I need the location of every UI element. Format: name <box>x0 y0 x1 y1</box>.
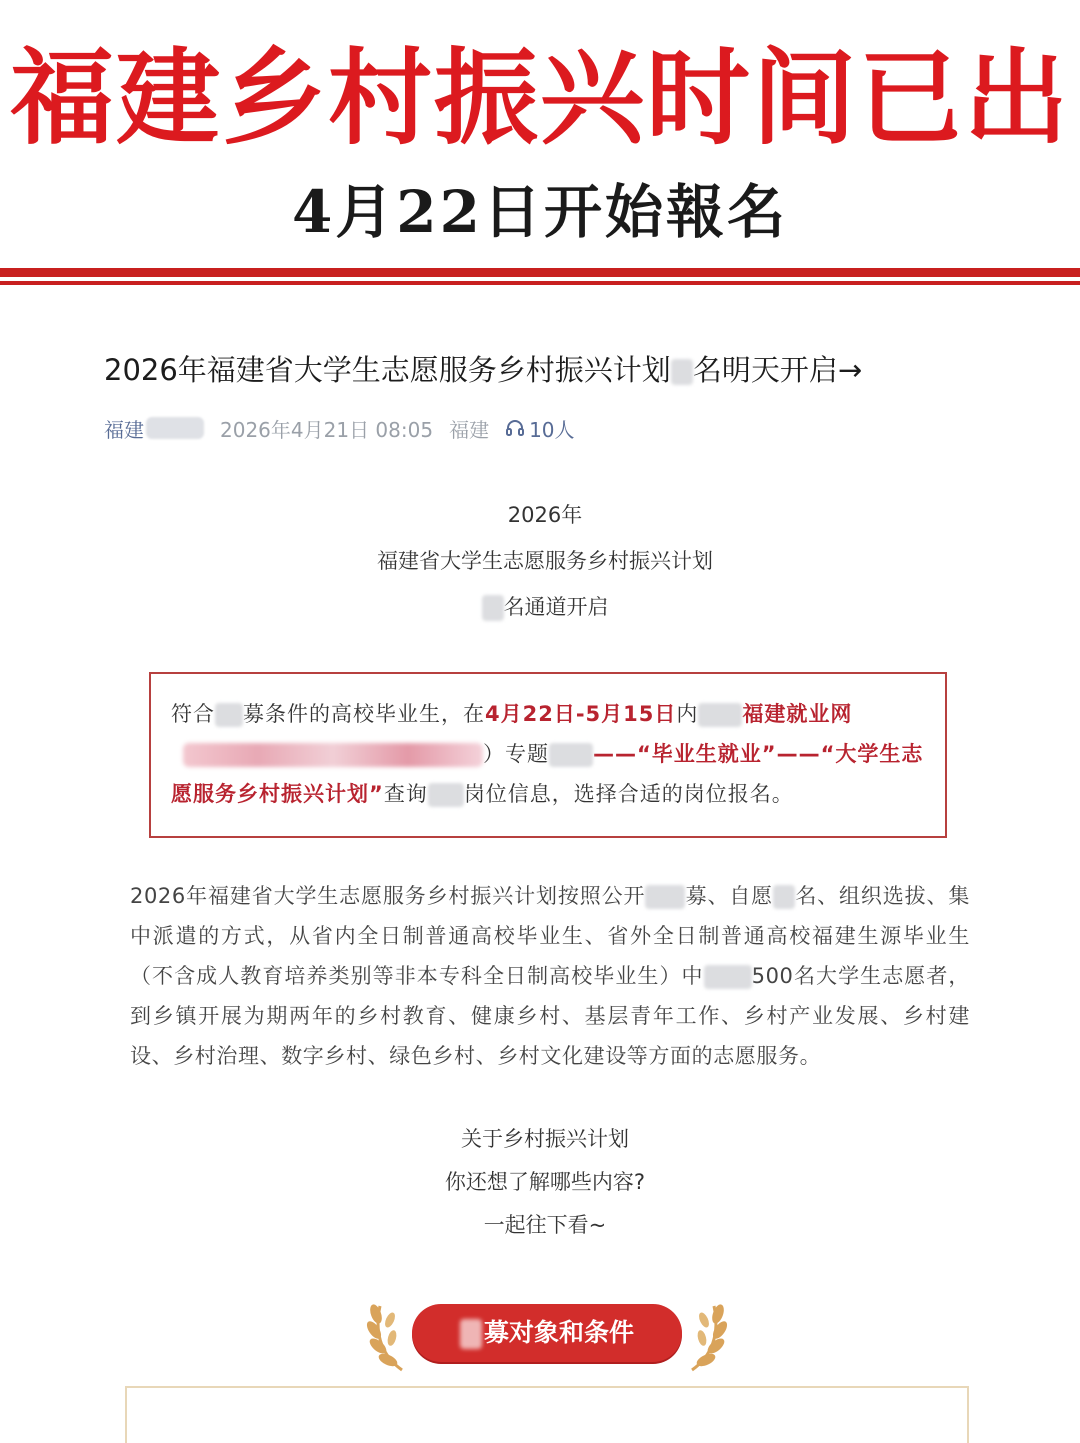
publish-date: 2026年4月21日 08:05 <box>220 417 434 442</box>
section-frame-top <box>125 1386 969 1388</box>
notice-text: 查询 <box>383 782 428 806</box>
notice-text: 符合 <box>171 702 215 726</box>
outro-line: 关于乡村振兴计划 <box>461 1127 629 1151</box>
headphones-icon <box>505 418 525 438</box>
section-frame-left <box>125 1386 127 1443</box>
blurred-text <box>549 743 593 767</box>
outro-line: 一起往下看~ <box>483 1213 607 1237</box>
body-text: 募、自愿 <box>685 884 774 908</box>
blurred-text <box>645 885 685 909</box>
outro-line: 你还想了解哪些内容? <box>444 1170 646 1194</box>
listen-count-text: 10人 <box>529 417 575 442</box>
intro-block <box>0 492 1080 630</box>
intro-line: 2026年 <box>507 503 583 527</box>
blurred-account-name <box>146 417 204 439</box>
blurred-url <box>183 743 483 767</box>
article-title[interactable] <box>104 348 984 392</box>
notice-date-range: 4月22日-5月15日 <box>485 702 677 726</box>
notice-text: 内 <box>676 702 699 726</box>
body-text: 2026年福建省大学生志愿服务乡村振兴计划按照公开 <box>130 884 646 908</box>
account-name[interactable]: 福建 <box>104 417 144 442</box>
section-frame-right <box>967 1386 969 1443</box>
intro-line: 福建省大学生志愿服务乡村振兴计划 <box>377 549 713 573</box>
listen-count[interactable] <box>505 414 574 443</box>
body-text: 名、组织选拔、集中派遣的方式，从省内全日制普通高校毕业生、省外全日制普通高校福建生源毕业生（不含成人教育培养类别等非本专科全日制高校毕业生）中 <box>130 884 970 988</box>
blurred-text <box>428 783 464 807</box>
cover-banner <box>0 0 1080 290</box>
blurred-text <box>671 359 693 385</box>
article-meta <box>104 412 575 444</box>
notice-text: ）专题 <box>483 742 549 766</box>
blurred-text <box>215 703 243 727</box>
section-header-label: 募对象和条件 <box>483 1318 634 1347</box>
notice-text: 岗位信息，选择合适的岗位报名。 <box>463 782 794 806</box>
section-header-button[interactable] <box>412 1304 682 1362</box>
intro-line-text: 名通道开启 <box>503 595 609 619</box>
article-title-tail: 名明天开启→ <box>692 353 863 387</box>
notice-text: 募条件的高校毕业生，在 <box>243 702 485 726</box>
blurred-text <box>698 703 742 727</box>
outro-block <box>0 1118 1080 1247</box>
blurred-text <box>482 595 504 621</box>
notice-box <box>149 672 947 838</box>
laurel-left-icon <box>364 1294 414 1374</box>
banner-subtitle: 4月22日开始報名 <box>291 178 789 246</box>
banner-title: 福建乡村振兴时间已出 <box>9 36 1070 159</box>
publish-location: 福建 <box>449 417 490 442</box>
body-paragraph <box>130 876 970 1076</box>
body-text: 500名大学生志愿者，到乡镇开展为期两年的乡村教育、健康乡村、基层青年工作、乡村产业发展、乡村建设、乡村治理、数字乡村、绿色乡村、乡村文化建设等方面的志愿服务。 <box>130 964 970 1068</box>
notice-menu-path: ——“毕业生就业”——“大学生志愿服务乡村振兴计划” <box>171 742 924 806</box>
blurred-text <box>704 965 752 989</box>
blurred-text <box>460 1319 482 1349</box>
banner-divider-thick <box>0 268 1080 277</box>
intro-line-3 <box>0 584 1080 630</box>
blurred-text <box>773 885 795 909</box>
notice-site-name[interactable]: 福建就业网 <box>742 702 853 726</box>
banner-divider-thin <box>0 281 1080 285</box>
laurel-right-icon <box>680 1294 730 1374</box>
article-title-head: 2026年福建省大学生志愿服务乡村振兴计划 <box>104 353 671 387</box>
